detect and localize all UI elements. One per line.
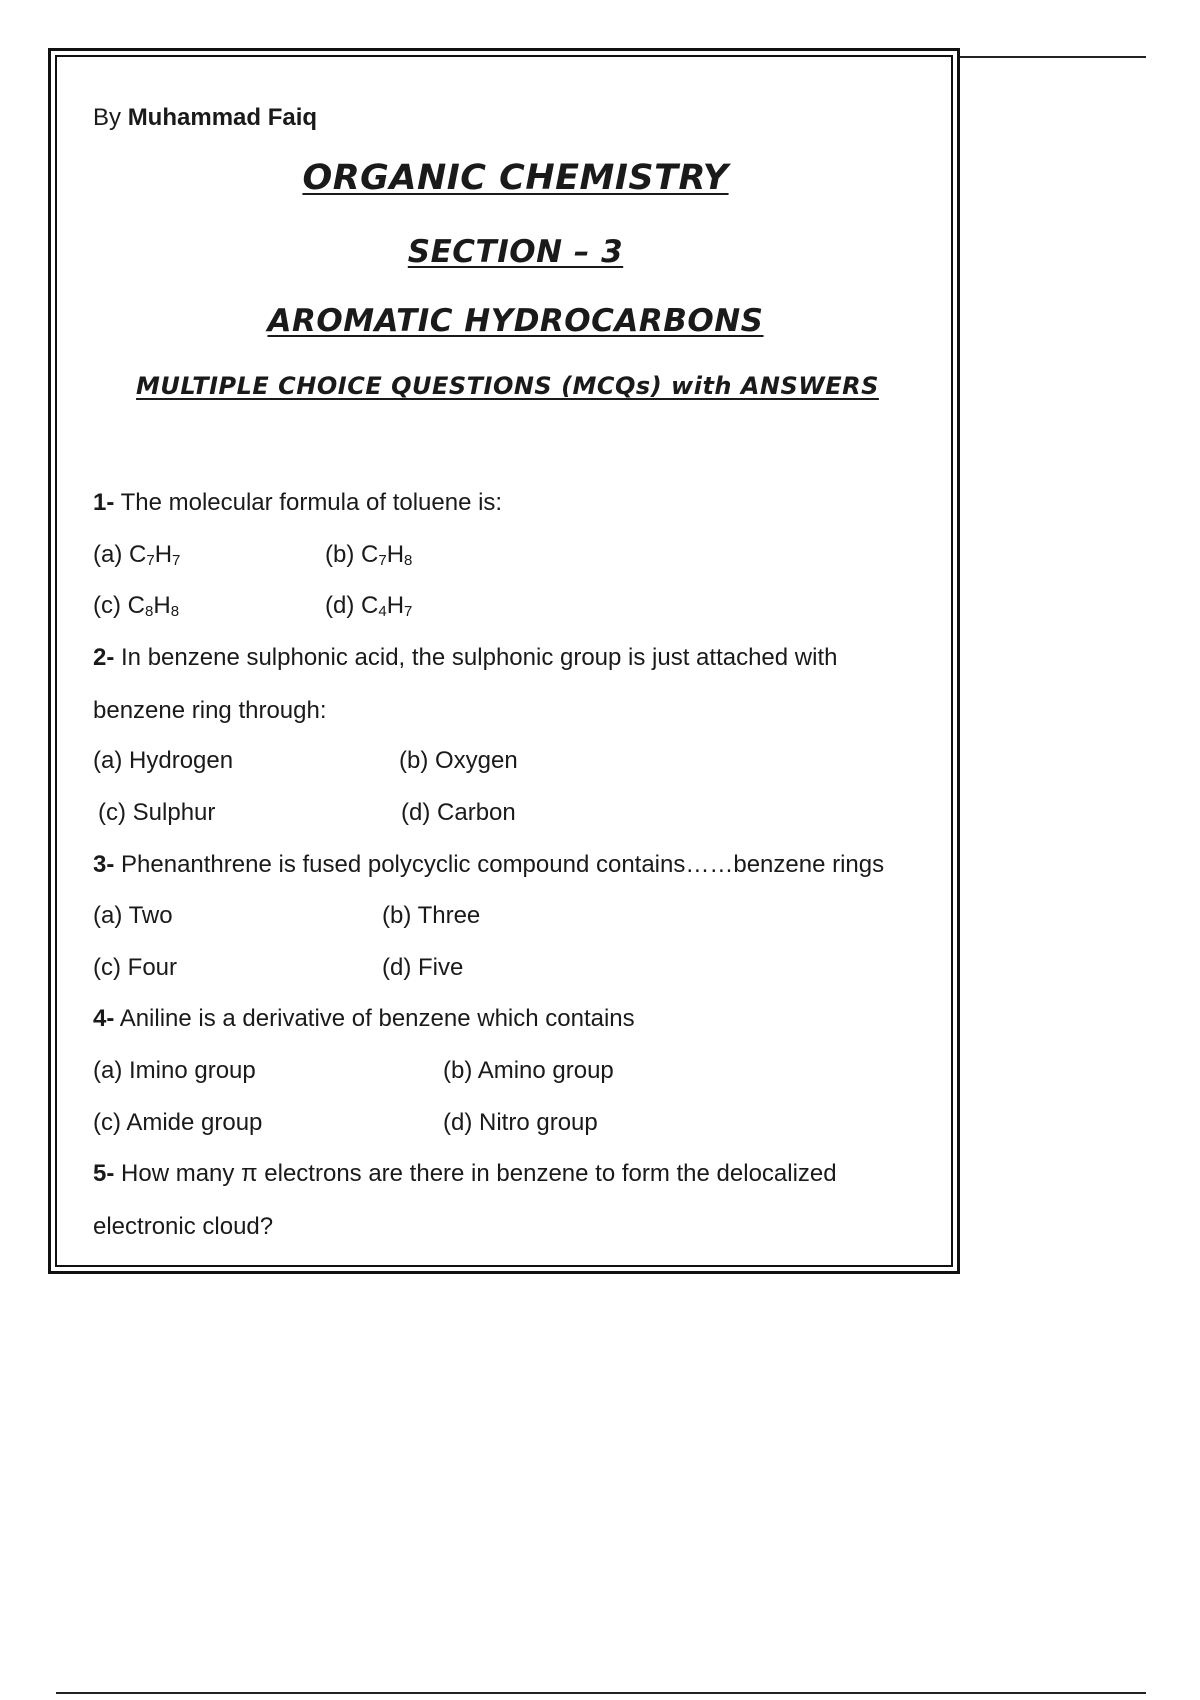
option-1a: (a) $C_7H_7$ [93, 541, 181, 569]
topic-heading: AROMATIC HYDROCARBONS [267, 303, 764, 339]
question-number: 2- [93, 644, 115, 671]
question-number: 3- [93, 851, 115, 878]
bottom-rule [56, 1692, 1146, 1694]
question-text: The molecular formula of toluene is: [120, 489, 503, 516]
option-4c: (c) Amide group [93, 1109, 263, 1136]
author-line [93, 104, 317, 132]
option-4a: (a) Imino group [93, 1057, 256, 1084]
question-number: 5- [93, 1160, 115, 1187]
option-3b: (b) Three [382, 902, 481, 929]
author-name: Muhammad Faiq [127, 104, 318, 131]
option-2a: (a) Hydrogen [93, 747, 234, 774]
option-3d: (d) Five [382, 954, 464, 981]
question-number: 1- [93, 489, 115, 516]
top-right-rule [960, 56, 1146, 58]
question-2-continued: benzene ring through: [93, 697, 327, 724]
question-text: In benzene sulphonic acid, the sulphonic group is just attached with [121, 644, 838, 671]
option-3c: (c) Four [93, 954, 178, 981]
option-2d: (d) Carbon [401, 799, 516, 826]
option-1b: (b) $C_7H_8$ [325, 541, 413, 569]
title-heading: ORGANIC CHEMISTRY [302, 158, 729, 198]
option-4d: (d) Nitro group [443, 1109, 598, 1136]
option-4b: (b) Amino group [443, 1057, 614, 1084]
option-2b: (b) Oxygen [399, 747, 518, 774]
section-heading: SECTION – 3 [407, 234, 624, 270]
question-5 [93, 1160, 837, 1188]
option-2c: (c) Sulphur [98, 799, 216, 826]
option-1c: (c) $C_8H_8$ [93, 592, 180, 620]
question-number: 4- [93, 1005, 115, 1032]
option-1d: (d) $C_4H_7$ [325, 592, 413, 620]
question-2 [93, 644, 837, 672]
subtitle-heading: MULTIPLE CHOICE QUESTIONS (MCQs) with ANSWERS [136, 372, 879, 400]
question-3 [93, 851, 884, 879]
option-3a: (a) Two [93, 902, 173, 929]
author-prefix: By [93, 104, 122, 131]
question-5-continued: electronic cloud? [93, 1213, 274, 1240]
question-text: Aniline is a derivative of benzene which contains [119, 1005, 635, 1032]
question-text: Phenanthrene is fused polycyclic compound contains……benzene rings [121, 851, 885, 878]
question-text: How many π electrons are there in benzene to form the delocalized [121, 1160, 837, 1187]
question-4 [93, 1005, 635, 1033]
question-1 [93, 489, 502, 517]
